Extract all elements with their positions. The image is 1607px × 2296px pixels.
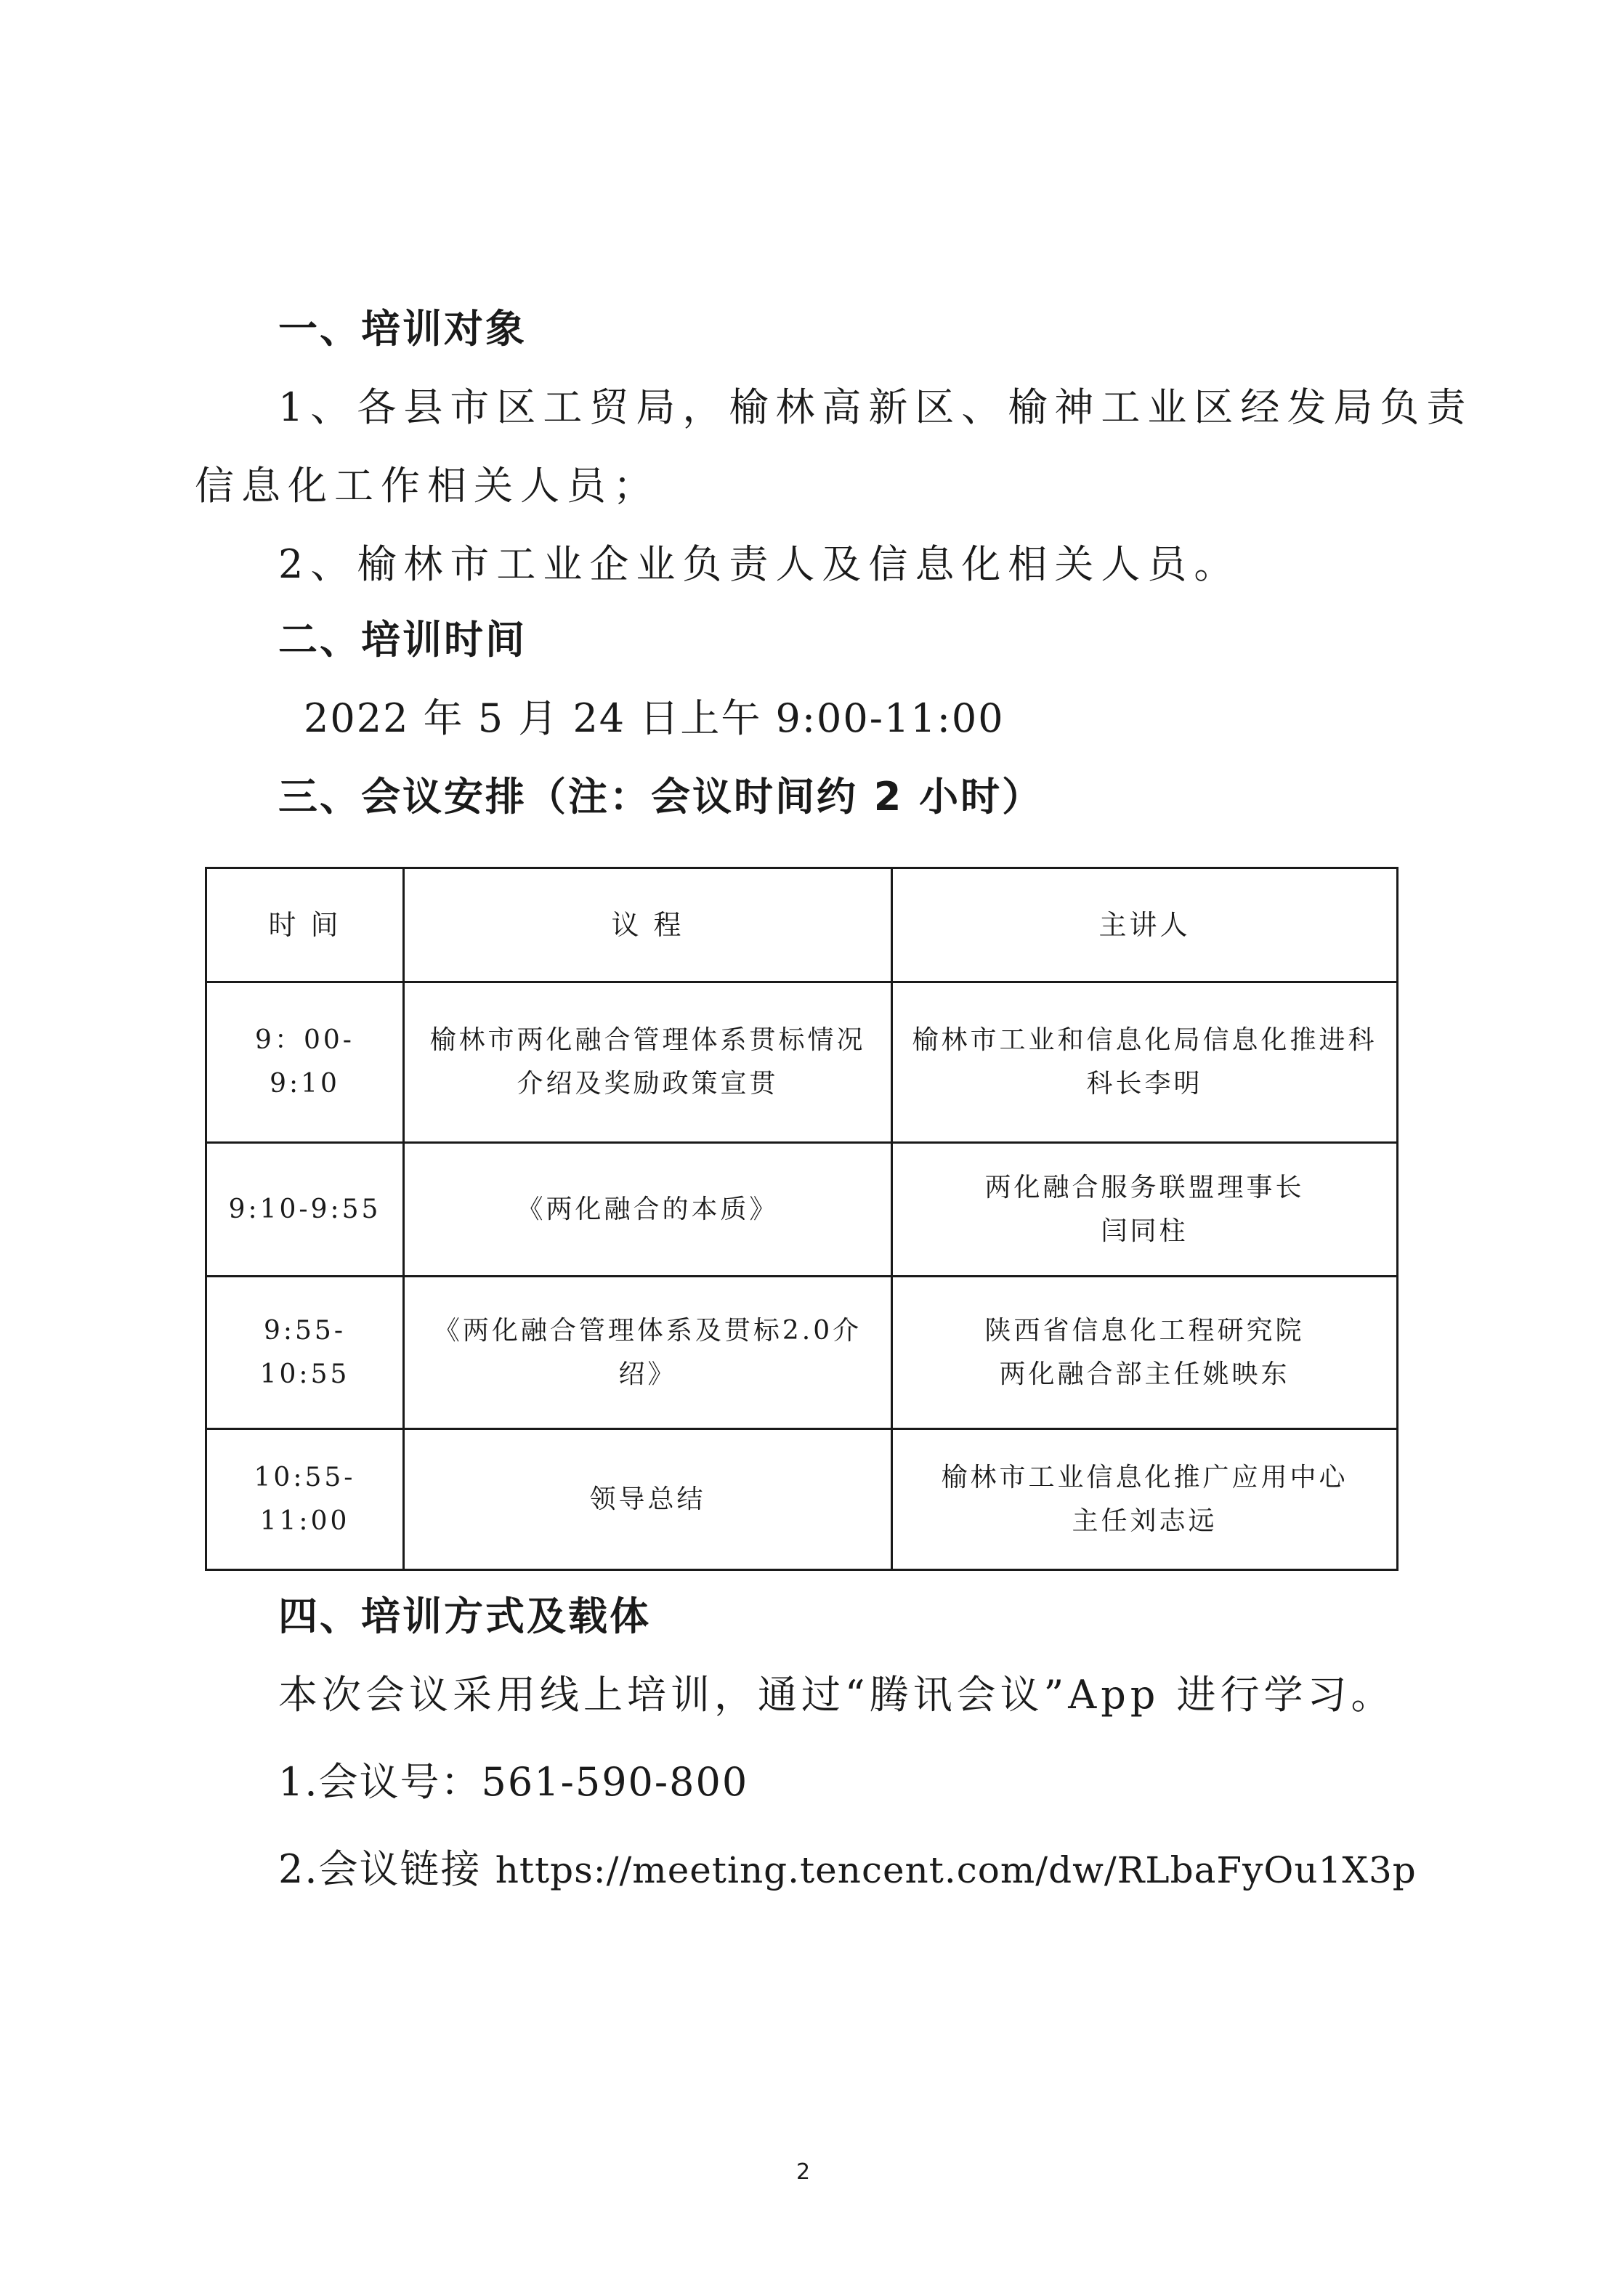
header-agenda: 议 程 [404,868,892,982]
meeting-link[interactable]: https://meeting.tencent.com/dw/RLbaFyOu1X3p [495,1849,1417,1891]
table-row [206,1429,1398,1570]
meeting-link-row [278,1838,1417,1894]
target-item-1-line-2: 信息化工作相关人员； [195,463,660,509]
row-speaker [892,982,1398,1143]
section-heading-training-time: 二、培训时间 [278,617,527,663]
agenda-line: 《两化融合管理体系及贯标2.0介 [433,1315,862,1346]
section-heading-training-method: 四、培训方式及载体 [278,1593,651,1639]
target-item-2: 2、榆林市工业企业负责人及信息化相关人员。 [278,541,1241,587]
speaker-line: 陕西省信息化工程研究院 [984,1315,1305,1346]
training-time-value: 2022 年 5 月 24 日上午 9:00-11:00 [304,695,1005,741]
row-time: 9:55-10:55 [206,1277,404,1429]
table-row [206,1143,1398,1277]
row-agenda [404,1277,892,1429]
row-speaker [892,1277,1398,1429]
section-heading-agenda: 三、会议安排（注：会议时间约 2 小时） [278,774,1044,820]
agenda-line: 领导总结 [589,1484,706,1514]
row-agenda [404,982,892,1143]
speaker-line: 科长李明 [1086,1069,1203,1099]
speaker-line: 闫同柱 [1101,1216,1189,1246]
header-time: 时 间 [206,868,404,982]
row-time: 10:55-11:00 [206,1429,404,1570]
speaker-line: 两化融合部主任姚映东 [999,1359,1290,1389]
row-time: 9：00-9:10 [206,982,404,1143]
speaker-line: 两化融合服务联盟理事长 [984,1172,1305,1202]
agenda-line: 绍》 [618,1359,677,1389]
table-row [206,1277,1398,1429]
agenda-table [205,867,1398,1571]
training-method-intro: 本次会议采用线上培训，通过“腾讯会议”App 进行学习。 [278,1672,1395,1718]
agenda-line: 介绍及奖励政策宣贯 [517,1069,779,1099]
table-row [206,982,1398,1143]
row-speaker [892,1143,1398,1277]
speaker-line: 榆林市工业信息化推广应用中心 [941,1462,1348,1492]
agenda-line: 榆林市两化融合管理体系贯标情况 [429,1025,866,1055]
page-number: 2 [796,2159,811,2185]
row-agenda [404,1143,892,1277]
section-heading-training-target: 一、培训对象 [278,306,527,352]
meeting-id: 1.会议号：561-590-800 [278,1759,749,1805]
speaker-line: 榆林市工业和信息化局信息化推进科 [912,1025,1377,1055]
row-time: 9:10-9:55 [206,1143,404,1277]
table-header-row [206,868,1398,982]
row-speaker [892,1429,1398,1570]
speaker-line: 主任刘志远 [1072,1505,1218,1536]
target-item-1-line-1: 1、各县市区工贸局，榆林高新区、榆神工业区经发局负责 [278,384,1473,430]
header-speaker: 主讲人 [892,868,1398,982]
row-agenda [404,1429,892,1570]
meeting-link-label: 2.会议链接 [278,1846,482,1892]
agenda-line: 《两化融合的本质》 [517,1194,779,1224]
